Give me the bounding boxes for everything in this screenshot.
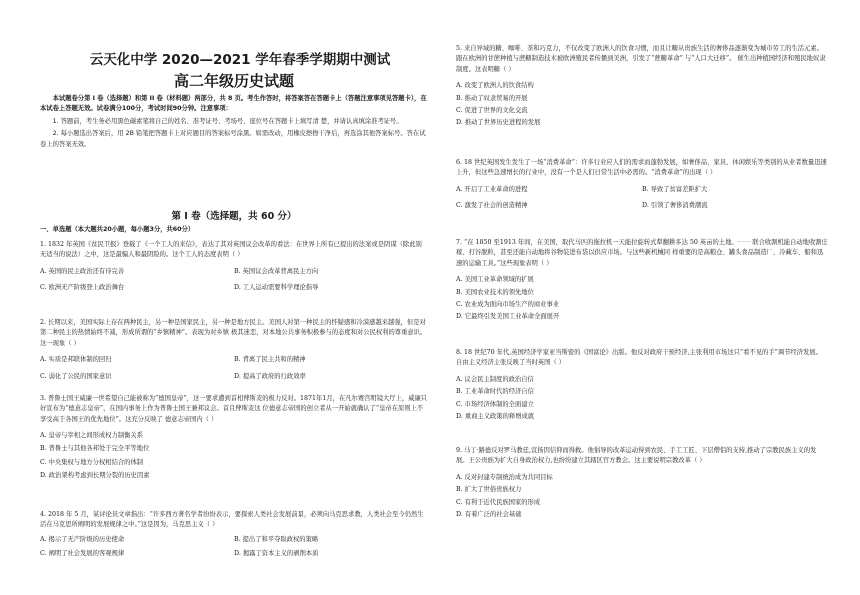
- option-list: [456, 375, 828, 425]
- option-row: [40, 549, 428, 559]
- section-title: 第 I 卷（选择题，共 60 分）: [171, 211, 297, 222]
- option-a: A. 议会民主制度的政治自信: [456, 375, 534, 383]
- question-stem: 6. 18 世纪英国发生发生了一场“消费革命”：许多行业应人们的需求而蓬勃发展，如奢侈品、家具、休闲娱乐等类别的从业者数量迅速上升，但这些急速增长的行业中，没有一个是人们日常生活中必需的。“消费革命”的出现（ ）: [456, 159, 827, 177]
- option-c: C. 欧洲无产阶级登上政治舞台: [40, 284, 125, 292]
- option-c: C. 农业成为面向市场生产的商业事业: [456, 301, 560, 308]
- option-d: D. 揭露了资本主义的剥削本质: [234, 550, 319, 558]
- option-c: C. 促进了世界的文化交流: [456, 107, 528, 114]
- option-row: [40, 267, 428, 277]
- option-list: [456, 275, 828, 325]
- question-6: [456, 158, 828, 212]
- option-a: A. 开启了工业革命的进程: [456, 185, 528, 193]
- option-b: B. 工业革命时代的经济自信: [456, 388, 534, 396]
- option-c: C. 有利于近代民族国家的形成: [456, 498, 541, 506]
- question-stem: 4. 2018 年 5 月，某评论员文章指出：“许多西方著名学者纷纷表示，要探索人类社会发展前景，必须向马克思求教，人类社会至今仍然生活在马克思所阐明的发展规律之中。”这是因为，马克思主义（ ）: [40, 511, 424, 529]
- question-4: [40, 510, 428, 560]
- option-b: B. 普鲁士与其他各邦处于完全平等地位: [40, 445, 150, 453]
- question-3: [40, 394, 428, 482]
- question-stem: 3. 普鲁士国王威廉一世希望自己能被称为“德国皇帝”，这一要求遭到首相俾斯麦的极力反对。1871年1月，在凡尔赛宫明镜大厅上，威廉只好宣布为“德意志皇帝”，在国内事务上作为普鲁士国王兼邦议会。首且俾斯麦这 位德意志帝国的创立者从一开始就确认了“皇帝在原则上不享受高于各国王的优先地位”。这充分反映了 德意志帝国内（ ）: [40, 395, 428, 423]
- option-a: A. 英国的民主政治还有待完善: [40, 267, 125, 275]
- option-row: [40, 535, 428, 545]
- option-c: C. 弱化了公民的国家意识: [40, 372, 112, 380]
- option-d: D. 推动了世界历史进程的发展: [456, 119, 541, 127]
- option-b: B. 扩大了世俗贵族权力: [456, 486, 522, 494]
- option-a: A. 揭示了无产阶级的历史使命: [40, 535, 125, 543]
- option-a: A. 美国工业革命领域的扩展: [456, 276, 534, 284]
- option-a: A. 实质是邦联体制的回归: [40, 356, 112, 364]
- option-d: D. 提高了政府的行政效率: [234, 372, 306, 380]
- option-row: [456, 185, 828, 195]
- instructions-intro: 本试题卷分第 I 卷（选择题）和第 II 卷（材料题）两部分，共 8 页。考生作答时，将答案答在答题卡上（答题注意事项见答题卡），在本试卷上答题无效。试卷满分100分，考试时间90分钟。注意事项：: [40, 95, 427, 113]
- option-a: A. 反对封建专制统治成为共同目标: [456, 473, 553, 481]
- option-d: D. 政治架构考虑到长期分裂的历史因素: [40, 471, 150, 479]
- option-c: C. 中央集权与地方分权相结合的体制: [40, 458, 144, 466]
- option-b: B. 推动了奴隶贸易的开展: [456, 94, 528, 102]
- option-list: [40, 429, 428, 482]
- option-list: [456, 81, 828, 131]
- exam-subtitle: 高二年级历史试题: [173, 72, 294, 90]
- question-stem: 2. 长期以来，美国实际上存在两种民主，另一种是国家民主，另一种是地方民主。美国人对第一种民主的怀疑感和冷漠感越来越强，但是对第二种民主的热情始终不减，形成所谓的“乡镇精神”。表现为对乡镇 极其迷恋，对本地公共事务积极参与的态度和对公民权利的尊重意识。这一现象（ ）: [40, 319, 427, 347]
- option-d: D. 重商主义政策的释增成就: [456, 412, 535, 420]
- option-d: D. 它最终引发美国工业革命全面展开: [456, 313, 560, 321]
- question-5: [456, 44, 828, 131]
- option-a: A. 改变了欧洲人的饮食结构: [456, 82, 534, 90]
- option-row: [40, 372, 428, 382]
- option-b: B. 美国农业技术的领先地位: [456, 288, 534, 296]
- question-stem: 7. “在 1850 至1913 年间，在美国，取代马匹的拖拉机一天能拉旋转式犁翻耕多达 50 英亩的土地。⋯⋯ 联合收割机能自动地收割庄稼、打谷脱粒，甚至还能自动地将谷物装进布袋以供应市场。与这些新机械同 样重要的是高粮仓、罐头食品制造厂、冷藏车、船和迅速的运输工具。”这些现象表明（ ）: [456, 239, 828, 267]
- option-d: D. 有着广泛的社会基础: [456, 510, 522, 518]
- question-stem: 5. 来自异域的糖、咖啡、茶和巧克力，不仅改变了欧洲人的饮食习惯，而且让糖从贵族生活的奢侈品逐渐变为城市劳工的生活元素。跟在欧洲的甘蔗种植与蔗糖制造技术被欧洲殖民者传播到美洲，引发了“蔗糖革命” 与“人口大迁移”。 催生出种植园经济和殖民地奴隶制度。这表明糖（ ）: [456, 45, 826, 73]
- option-row: [40, 283, 428, 293]
- option-row: [456, 201, 828, 211]
- option-list: [456, 473, 828, 523]
- option-c: C. 阐明了社会发展的客观规律: [40, 550, 125, 558]
- option-d: D. 工人运动需要科学理论指导: [234, 284, 319, 292]
- question-9: [456, 446, 828, 522]
- option-row: [40, 355, 428, 365]
- instructions-item-2: 2. 每小题选出答案后，用 2B 铅笔把答题卡上对应题目的答案标号涂黑。如需改动，用橡皮擦擦干净后，再选涂其他答案标号。答在试卷上的答案无效。: [40, 130, 426, 148]
- option-c: C. 市场经济体制的全面建立: [456, 400, 534, 408]
- question-1: [40, 240, 428, 294]
- option-b: B. 英国议会改革背离民主方向: [234, 267, 319, 275]
- option-d: D. 引领了奢侈消费潮流: [642, 202, 708, 210]
- question-7: [456, 238, 828, 325]
- option-b: B. 提出了和平夺取政权的策略: [234, 535, 319, 543]
- question-stem: 9. 马丁·路德反对罗马教廷,宣扬因信仰而得救。他倡导的改革运动得到农民、手工工匠、下层僧侣的支持,推动了宗教民族主义的发展。王公贵族为扩大自身政治权力,也纷纷建立其辖区官方教会。这主要说明宗教改革（ ）: [456, 447, 817, 465]
- question-8: [456, 348, 828, 424]
- option-b: B. 导致了贫富差距扩大: [642, 185, 708, 193]
- option-b: B. 背离了民主共和的精神: [234, 356, 306, 364]
- instructions-item-1: 1. 答题前，考生务必用黑色碳素笔将自己的姓名、准考证号、考场号、座位号在答题卡上填写清 楚，并请认真填涂准考证号。: [52, 117, 403, 125]
- instructions: [40, 94, 428, 150]
- option-c: C. 激发了社会的创造精神: [456, 202, 528, 210]
- section-subtitle: 一、单选题（本大题共20小题，每小题3分，共60分）: [40, 226, 195, 233]
- question-stem: 1. 1832 年英国《贫民卫报》登载了《一个工人的来信》，表达了其对英国议会改革的看法：在世界上所有已提出的法案或是阴谋（除此别无适当的说法）之中，这是最骗人和最阴险的。这个工人的态度表明（ ）: [40, 241, 422, 259]
- exam-title: 云天化中学 2020—2021 学年春季学期期中测试: [89, 52, 391, 68]
- question-stem: 8. 18 世纪70 年代,英国经济学家亚当斯密的《国富论》出版。他反对政府干预经济,主张利用市场这只“看不见的手”调节经济发展。自由主义经济主张反映了当时英国（ ）: [456, 349, 822, 367]
- question-2: [40, 318, 428, 382]
- option-a: A. 皇帝与宰相之间形成权力制衡关系: [40, 432, 144, 440]
